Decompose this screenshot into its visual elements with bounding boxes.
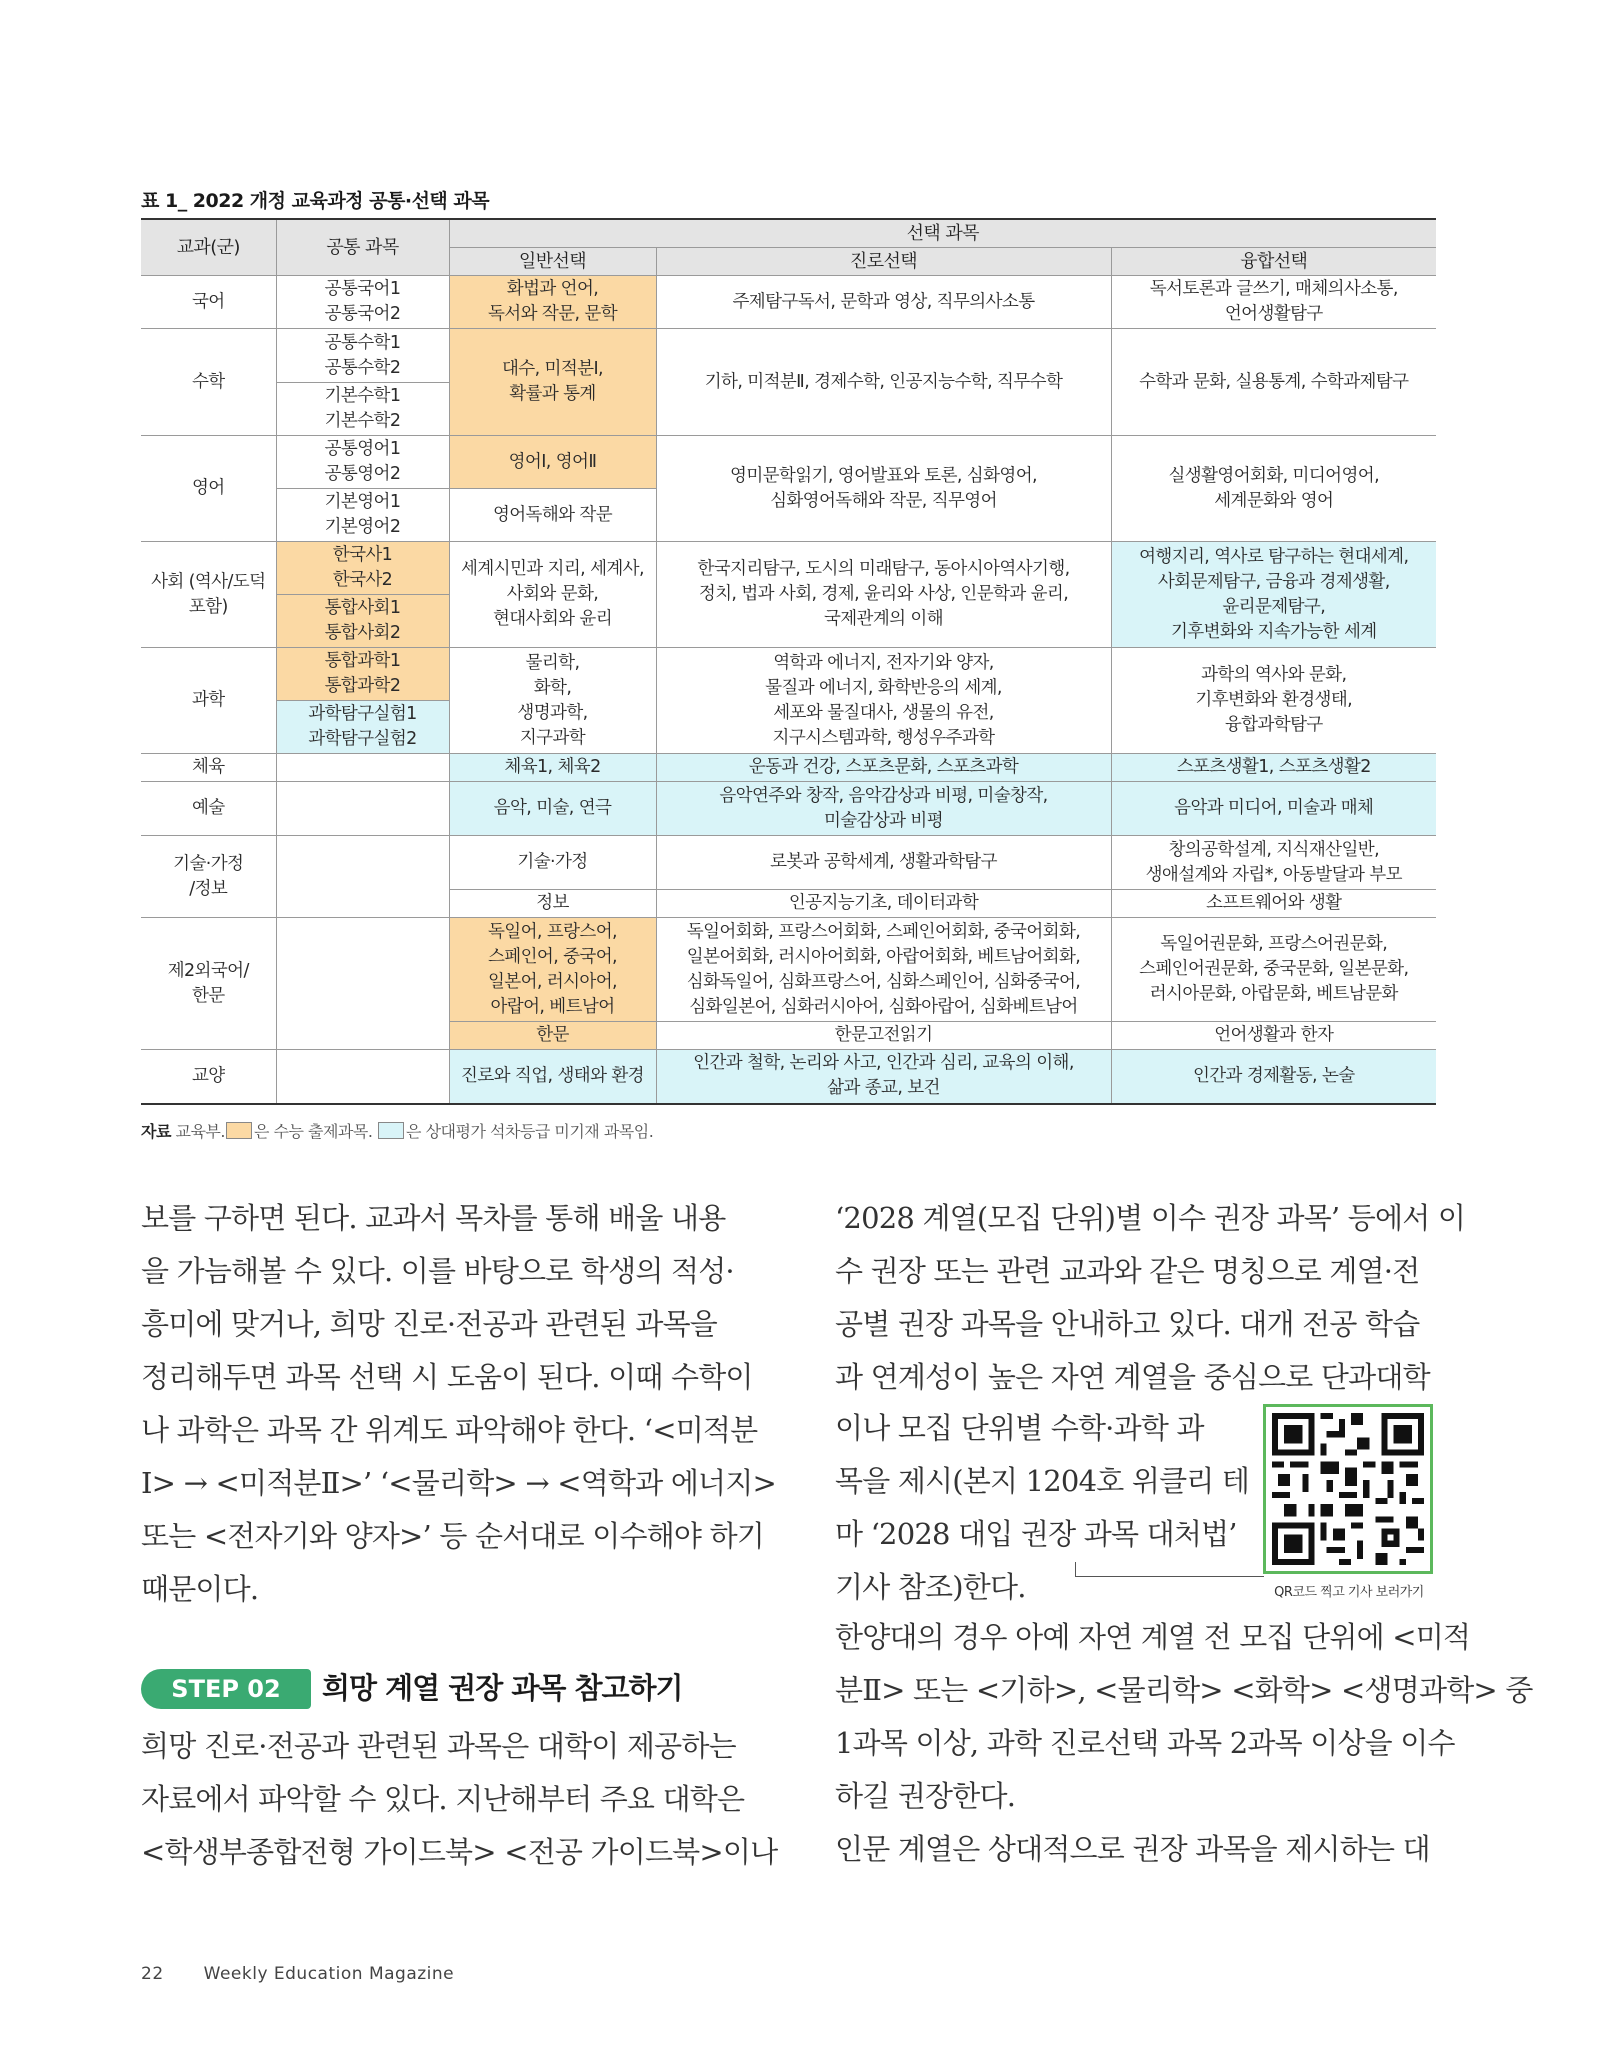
social-common-b: 통합사회1 통합사회2: [276, 595, 449, 648]
pe-general: 체육1, 체육2: [449, 754, 656, 782]
science-group: 과학: [141, 648, 276, 754]
tech-career-a: 로봇과 공학세계, 생활과학탐구: [656, 836, 1111, 890]
text-line: 1과목 이상, 과학 진로선택 과목 2과목 이상을 이수: [835, 1726, 1455, 1760]
science-career: 역학과 에너지, 전자기와 양자, 물질과 에너지, 화학반응의 세계, 세포와 물질대사, 생물의 유전, 지구시스템과학, 행성우주과학: [656, 648, 1111, 754]
text-line: 정리해두면 과목 선택 시 도움이 된다. 이때 수학이: [141, 1360, 753, 1394]
text-line: 수 권장 또는 관련 교과와 같은 명칭으로 계열·전: [835, 1254, 1420, 1288]
qr-leader-line: [1075, 1562, 1264, 1577]
math-common-a: 공통수학1 공통수학2: [276, 329, 449, 383]
legend-relative-text: 은 상대평가 석차등급 미기재 과목임.: [406, 1122, 654, 1141]
header-subject-group: 교과(군): [141, 219, 276, 276]
korean-common: 공통국어1 공통국어2: [276, 276, 449, 329]
curriculum-table: [141, 218, 1436, 1105]
header-common: 공통 과목: [276, 219, 449, 276]
article-left-paragraph-1: [141, 1192, 776, 1616]
text-line: 공별 권장 과목을 안내하고 있다. 대개 전공 학습: [835, 1307, 1420, 1341]
math-general: 대수, 미적분Ⅰ, 확률과 통계: [449, 329, 656, 436]
text-line: 나 과학은 과목 간 위계도 파악해야 한다. ‘<미적분: [141, 1413, 758, 1447]
header-general: 일반선택: [449, 248, 656, 276]
tech-general-a: 기술·가정: [449, 836, 656, 890]
text-line: 마 ‘2028 대입 권장 과목 대처법’: [835, 1517, 1237, 1551]
text-line: 또는 <전자기와 양자>’ 등 순서대로 이수해야 하기: [141, 1519, 764, 1553]
english-common-a: 공통영어1 공통영어2: [276, 436, 449, 489]
science-common-a: 통합과학1 통합과학2: [276, 648, 449, 701]
social-general: 세계시민과 지리, 세계사, 사회와 문화, 현대사회와 윤리: [449, 542, 656, 648]
pe-career: 운동과 건강, 스포츠문화, 스포츠과학: [656, 754, 1111, 782]
foreign-group: 제2외국어/ 한문: [141, 918, 276, 1050]
korean-group: 국어: [141, 276, 276, 329]
magazine-name: Weekly Education Magazine: [203, 1964, 455, 1984]
foreign-general-a: 독일어, 프랑스어, 스페인어, 중국어, 일본어, 러시아어, 아랍어, 베트남어: [449, 918, 656, 1022]
science-general: 물리학, 화학, 생명과학, 지구과학: [449, 648, 656, 754]
science-convergence: 과학의 역사와 문화, 기후변화와 환경생태, 융합과학탐구: [1111, 648, 1436, 754]
arts-general: 음악, 미술, 연극: [449, 782, 656, 836]
english-convergence: 실생활영어회화, 미디어영어, 세계문화와 영어: [1111, 436, 1436, 542]
liberal-career: 인간과 철학, 논리와 사고, 인간과 심리, 교육의 이해, 삶과 종교, 보건: [656, 1050, 1111, 1104]
article-right-paragraph-1: [835, 1192, 1466, 1404]
qr-caption: QR코드 찍고 기사 보러가기: [1274, 1585, 1424, 1600]
text-line: 때문이다.: [141, 1572, 259, 1606]
text-line: 목을 제시(본지 1204호 위클리 테: [835, 1464, 1250, 1498]
csat-swatch-icon: [226, 1122, 252, 1139]
pe-group: 체육: [141, 754, 276, 782]
text-line: <학생부종합전형 가이드북> <전공 가이드북>이나: [141, 1835, 778, 1869]
text-line: 한양대의 경우 아예 자연 계열 전 모집 단위에 <미적: [835, 1620, 1471, 1654]
header-career: 진로선택: [656, 248, 1111, 276]
tech-convergence-b: 소프트웨어와 생활: [1111, 890, 1436, 918]
foreign-career-a: 독일어회화, 프랑스어회화, 스페인어회화, 중국어회화, 일본어회화, 러시아어회화, 아랍어회화, 베트남어회화, 심화독일어, 심화프랑스어, 심화스페인어, 심화중국어, 심화일본어, 심화러시아어, 심화아랍어, 심화베트남어: [656, 918, 1111, 1022]
table-caption: 표 1_ 2022 개정 교육과정 공통·선택 과목: [141, 190, 490, 212]
qr-code[interactable]: [1263, 1404, 1433, 1574]
liberal-general: 진로와 직업, 생태와 환경: [449, 1050, 656, 1104]
english-group: 영어: [141, 436, 276, 542]
pe-convergence: 스포츠생활1, 스포츠생활2: [1111, 754, 1436, 782]
step-badge: STEP 02: [141, 1669, 311, 1709]
text-line: 기사 참조)한다.: [835, 1570, 1026, 1604]
science-common-b: 과학탐구실험1 과학탐구실험2: [276, 701, 449, 754]
article-left-paragraph-2: [141, 1720, 778, 1879]
arts-career: 음악연주와 창작, 음악감상과 비평, 미술창작, 미술감상과 비평: [656, 782, 1111, 836]
liberal-common: [276, 1050, 449, 1104]
text-line: Ⅰ> → <미적분Ⅱ>’ ‘<물리학> → <역학과 에너지>: [141, 1466, 776, 1500]
liberal-group: 교양: [141, 1050, 276, 1104]
foreign-career-b: 한문고전읽기: [656, 1022, 1111, 1050]
text-line: 과 연계성이 높은 자연 계열을 중심으로 단과대학: [835, 1360, 1430, 1394]
page-footer: [141, 1964, 494, 1984]
text-line: 보를 구하면 된다. 교과서 목차를 통해 배울 내용: [141, 1201, 726, 1235]
korean-career: 주제탐구독서, 문학과 영상, 직무의사소통: [656, 276, 1111, 329]
text-line: 인문 계열은 상대적으로 권장 과목을 제시하는 대: [835, 1832, 1430, 1866]
tech-group: 기술·가정 /정보: [141, 836, 276, 918]
tech-common: [276, 836, 449, 918]
text-line: 분Ⅱ> 또는 <기하>, <물리학> <화학> <생명과학> 중: [835, 1673, 1533, 1707]
social-convergence: 여행지리, 역사로 탐구하는 현대세계, 사회문제탐구, 금융과 경제생활, 윤리문제탐구, 기후변화와 지속가능한 세계: [1111, 542, 1436, 648]
source-label: 자료: [141, 1122, 171, 1141]
english-common-b: 기본영어1 기본영어2: [276, 489, 449, 542]
step-title: 희망 계열 권장 과목 참고하기: [322, 1671, 683, 1705]
text-line: 하길 권장한다.: [835, 1779, 1016, 1813]
math-convergence: 수학과 문화, 실용통계, 수학과제탐구: [1111, 329, 1436, 436]
english-general-a: 영어Ⅰ, 영어Ⅱ: [449, 436, 656, 489]
header-convergence: 융합선택: [1111, 248, 1436, 276]
foreign-convergence-a: 독일어권문화, 프랑스어권문화, 스페인어권문화, 중국문화, 일본문화, 러시아문화, 아랍문화, 베트남문화: [1111, 918, 1436, 1022]
korean-convergence: 독서토론과 글쓰기, 매체의사소통, 언어생활탐구: [1111, 276, 1436, 329]
pe-common: [276, 754, 449, 782]
math-career: 기하, 미적분Ⅱ, 경제수학, 인공지능수학, 직무수학: [656, 329, 1111, 436]
tech-general-b: 정보: [449, 890, 656, 918]
text-line: 희망 진로·전공과 관련된 과목은 대학이 제공하는: [141, 1729, 736, 1763]
text-line: 을 가늠해볼 수 있다. 이를 바탕으로 학생의 적성·: [141, 1254, 734, 1288]
liberal-convergence: 인간과 경제활동, 논술: [1111, 1050, 1436, 1104]
article-right-paragraph-2: [835, 1402, 1250, 1614]
header-elective: 선택 과목: [449, 219, 1436, 248]
math-group: 수학: [141, 329, 276, 436]
tech-convergence-a: 창의공학설계, 지식재산일반, 생애설계와 자립*, 아동발달과 부모: [1111, 836, 1436, 890]
text-line: 이나 모집 단위별 수학·과학 과: [835, 1411, 1204, 1445]
arts-convergence: 음악과 미디어, 미술과 매체: [1111, 782, 1436, 836]
relative-eval-swatch-icon: [378, 1122, 404, 1139]
foreign-convergence-b: 언어생활과 한자: [1111, 1022, 1436, 1050]
article-right-paragraph-3: [835, 1611, 1533, 1876]
table-source-note: [141, 1119, 653, 1142]
arts-common: [276, 782, 449, 836]
page-number: 22: [141, 1964, 164, 1984]
source-org: 교육부.: [175, 1122, 225, 1141]
social-group: 사회 (역사/도덕 포함): [141, 542, 276, 648]
social-common-a: 한국사1 한국사2: [276, 542, 449, 595]
korean-general: 화법과 언어, 독서와 작문, 문학: [449, 276, 656, 329]
text-line: ‘2028 계열(모집 단위)별 이수 권장 과목’ 등에서 이: [835, 1201, 1466, 1235]
foreign-general-b: 한문: [449, 1022, 656, 1050]
text-line: 자료에서 파악할 수 있다. 지난해부터 주요 대학은: [141, 1782, 745, 1816]
legend-csat-text: 은 수능 출제과목.: [253, 1122, 373, 1141]
arts-group: 예술: [141, 782, 276, 836]
social-career: 한국지리탐구, 도시의 미래탐구, 동아시아역사기행, 정치, 법과 사회, 경제, 윤리와 사상, 인문학과 윤리, 국제관계의 이해: [656, 542, 1111, 648]
english-general-b: 영어독해와 작문: [449, 489, 656, 542]
qr-code-icon: [1272, 1413, 1424, 1565]
foreign-common: [276, 918, 449, 1050]
english-career: 영미문학읽기, 영어발표와 토론, 심화영어, 심화영어독해와 작문, 직무영어: [656, 436, 1111, 542]
tech-career-b: 인공지능기초, 데이터과학: [656, 890, 1111, 918]
text-line: 흥미에 맞거나, 희망 진로·전공과 관련된 과목을: [141, 1307, 717, 1341]
math-common-b: 기본수학1 기본수학2: [276, 383, 449, 436]
